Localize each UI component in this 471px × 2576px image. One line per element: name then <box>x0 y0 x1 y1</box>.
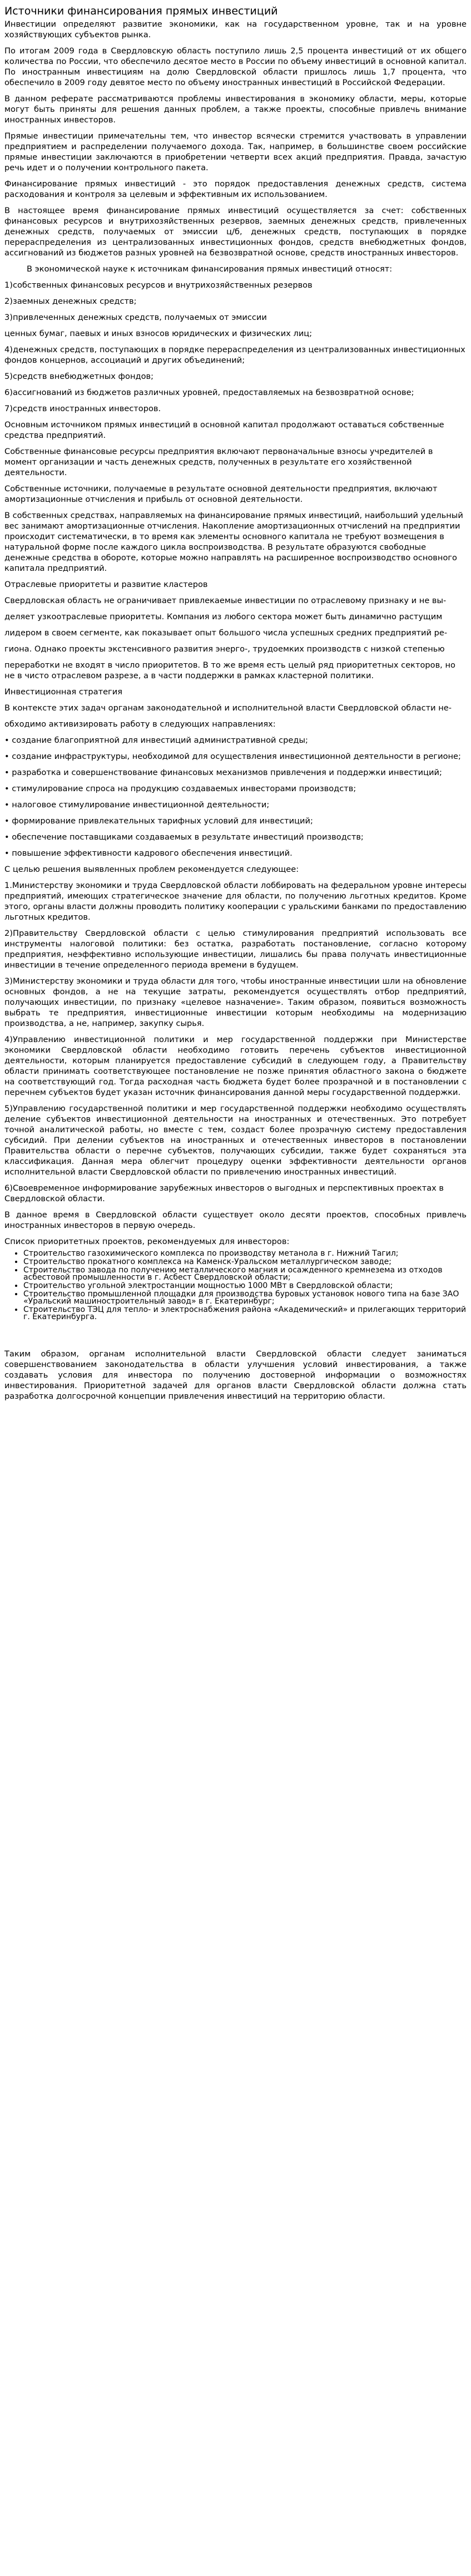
paragraph: Инвестиции определяют развитие экономики, как на государственном уровне, так и на уровне хозяйствующих субъектов рынка. <box>4 19 467 40</box>
paragraph: По итогам 2009 года в Свердловскую область поступило лишь 2,5 процента инвестиций от их общего количества по России, что обеспечило десятое место в России по объему инвестиций в основной капитал. По иностранным инвестициям на долю Свердловской области пришлось лишь 1,7 процента, что обеспечило в 2009 году девятое место по объему иностранных инвестиций в Российской Федерации. <box>4 46 467 87</box>
recommendation-item: 3)Министерству экономики и труда области для того, чтобы иностранные инвестиции шли на обновление основных фондов, а не на текущие затраты, рекомендуется осуществлять отбор предприятий, получающих инвестиции, по признаку «целевое назначение». Таким образом, появиться возможность выбрать те предприятия, инвестиционные инвестиции которым необходимы на модернизацию производства, а не, например, закупку сырья. <box>4 976 467 1028</box>
list-item: 3)привлеченных денежных средств, получаемых от эмиссии <box>4 313 267 322</box>
list-item: • Строительство промышленной площадки для производства буровых установок нового типа на базе ЗАО «Уральский машиностроительный завод» в г. Екатеринбург; <box>23 1291 467 1305</box>
paragraph: лидером в своем сегменте, как показывает опыт большого числа успешных средних предприятий ре- <box>4 628 448 638</box>
bullet-item: • повышение эффективности кадрового обеспечения инвестиций. <box>4 848 292 858</box>
bullet-item: • обеспечение поставщиками создаваемых в результате инвестиций производств; <box>4 832 364 842</box>
bullet-item: • стимулирование спроса на продукцию создаваемых инвесторами производств; <box>4 784 356 793</box>
spacer <box>4 1326 467 1349</box>
paragraph: Финансирование прямых инвестиций - это порядок предоставления денежных средств, система расходования и контроля за целевым и эффективным их использованием. <box>4 179 467 199</box>
paragraph: В настоящее время финансирование прямых инвестиций осуществляется за счет: собственных финансовых ресурсов и внутрихозяйственных резервов, заемных денежных средств, привлеченных денежных средств, получаемых от эмиссии ц/б, денежных средств, поступающих в порядке перераспределения из централизованных инвестиционных фондов, средств внебюджетных фондов, ассигнований из бюджетов разных уровней на безвозвратной основе, средств иностранных инвесторов. <box>4 206 467 258</box>
list-item: ценных бумаг, паевых и иных взносов юридических и физических лиц; <box>4 329 313 338</box>
section-heading: Отраслевые приоритеты и развитие кластеров <box>4 580 208 589</box>
conclusion-paragraph: Таким образом, органам исполнительной власти Свердловской области следует заниматься совершенствованием законодательства в области улучшения условий инвестирования, а также создавать условия для инвестора по получению достоверной информации о возможностях инвестирования. Приоритетной задачей для органов власти Свердловской области должна стать разработка долгосрочной концепции привлечения инвестиций на территорию области. <box>4 1349 467 1401</box>
paragraph: С целью решения выявленных проблем рекомендуется следующее: <box>4 865 299 874</box>
bullet-item: • формирование привлекательных тарифных условий для инвестиций; <box>4 816 313 826</box>
paragraph: В собственных средствах, направляемых на финансирование прямых инвестиций, наибольший удельный вес занимают амортизационные отчисления. Накопление амортизационных отчислений на предприятии происходит систематически, в то время как элементы основного капитала не требуют возмещения в натуральной форме после каждого цикла воспроизводства. В результате образуются свободные денежные средства в обороте, которые можно направлять на расширенное воспроизводство основного капитала предприятий. <box>4 511 463 573</box>
list-item: • Строительство угольной электростанции мощностью 1000 МВт в Свердловской области; <box>23 1282 467 1290</box>
paragraph: В данном реферате рассматриваются проблемы инвестирования в экономику области, меры, которые могут быть приняты для решения данных проблем, а также проекты, способные привлечь внимание иностранных инвесторов. <box>4 94 467 125</box>
list-item: 4)денежных средств, поступающих в порядке перераспределения из централизованных инвестиционных фондов концернов, ассоциаций и других объединений; <box>4 345 465 365</box>
recommendation-item: 6)Своевременное информирование зарубежных инвесторов о выгодных и перспективных проектах в Свердловской области. <box>4 1183 444 1203</box>
bullet-item: • создание благоприятной для инвестиций административной среды; <box>4 736 308 745</box>
bullet-item: • создание инфраструктуры, необходимой для осуществления инвестиционной деятельности в регионе; <box>4 752 461 761</box>
recommendation-item: 2)Правительству Свердловской области с целью стимулирования предприятий использовать все инструменты налоговой политики: без остатка, разработать постановление, согласно которому предприятия, неэффективно использующие инвестиции, лишались бы права получать инвестиционные инвестиции в течение определенного периода времени в будущем. <box>4 929 467 970</box>
list-item: 6)ассигнований из бюджетов различных уровней, предоставляемых на безвозвратной основе; <box>4 388 414 397</box>
list-item: 5)средств внебюджетных фондов; <box>4 372 154 381</box>
list-item: • Строительство завода по получению металлического магния и осажденного кремнезема из отходов асбестовой промышленности в г. Асбест Свердловской области; <box>23 1267 467 1281</box>
list-item: • Строительство ТЭЦ для тепло- и электроснабжения района «Академический» и прилегающих территорий г. Екатеринбурга. <box>23 1306 467 1321</box>
list-item: 2)заемных денежных средств; <box>4 297 137 306</box>
paragraph: Прямые инвестиции примечательны тем, что инвестор всячески стремится участвовать в управлении предприятием и распределении получаемого дохода. Так, например, в большинстве своем российские прямые инвестиции заключаются в приобретении четверти всех акций предприятия. Правда, зачастую речь идет и о получении контрольного пакета. <box>4 131 467 172</box>
recommendation-item: 4)Управлению инвестиционной политики и мер государственной поддержки при Министерстве экономики Свердловской области необходимо готовить перечень субъектов инвестиционной деятельности, которым планируется предоставление субсидий в следующем году, а Правительству области принимать соответствующее постановление не позже принятия областного закона о бюджете на соответствующий год. Тогда расходная часть бюджета будет более прозрачной и в постановлении с перечнем субъектов будет указан источник финансирования данной меры государственной поддержки. <box>4 1035 467 1097</box>
recommendation-item: 1.Министерству экономики и труда Свердловской области лоббировать на федеральном уровне интересы предприятий, имеющих стратегическое значение для области, по получению льготных кредитов. Кроме этого, органы власти должны проводить политику кооперации с уральскими банками по предоставлению льготных кредитов. <box>4 881 467 922</box>
paragraph: обходимо активизировать работу в следующих направлениях: <box>4 719 276 729</box>
paragraph: В данное время в Свердловской области существует около десяти проектов, способных привлечь иностранных инвесторов в первую очередь. <box>4 1210 467 1230</box>
paragraph: Свердловская область не ограничивает привлекаемые инвестиции по отраслевому признаку и не вы- <box>4 596 447 605</box>
paragraph: Основным источником прямых инвестиций в основной капитал продолжают оставаться собственные средства предприятий. <box>4 420 444 440</box>
paragraph: Собственные финансовые ресурсы предприятия включают первоначальные взносы учредителей в момент организации и часть денежных средств, полученных в результате его хозяйственной деятельности. <box>4 447 433 477</box>
list-item: • Строительство прокатного комплекса на Каменск-Уральском металлургическом заводе; <box>23 1259 467 1266</box>
paragraph: гиона. Однако проекты экстенсивного развития энерго-, трудоемких производств с низкой степенью <box>4 644 445 654</box>
page-title: Источники финансирования прямых инвестиций <box>4 5 278 17</box>
section-heading: Инвестиционная стратегия <box>4 687 122 697</box>
paragraph: В экономической науке к источникам финансирования прямых инвестиций относят: <box>27 264 393 274</box>
list-item: • Строительство газохимического комплекса по производству метанола в г. Нижний Тагил; <box>23 1250 467 1257</box>
paragraph: В контексте этих задач органам законодательной и исполнительной власти Свердловской области не- <box>4 703 452 713</box>
bullet-item: • разработка и совершенствование финансовых механизмов привлечения и поддержки инвестиций; <box>4 768 442 777</box>
recommendation-item: 5)Управлению государственной политики и мер государственной поддержки необходимо осуществлять деление субъектов инвестиционной деятельности на иностранных и отечественных. Это потребует точной аналитической работы, но вместе с тем, создаст более прозрачную систему предоставления субсидий. При делении субъектов на иностранных и отечественных инвесторов в постановлении Правительства области о перечне субъектов, получающих субсидии, также будет сохраняться эта классификация. Данная мера облегчит процедуру оценки эффективности деятельности органов исполнительной власти Свердловской области по привлечению иностранных инвестиций. <box>4 1104 467 1177</box>
list-item: 7)средств иностранных инвесторов. <box>4 404 161 413</box>
paragraph: переработки не входят в число приоритетов. В то же время есть целый ряд приоритетных секторов, но не в чисто отраслевом разрезе, а в части поддержки в рамках кластерной политики. <box>4 660 455 680</box>
bullet-item: • налоговое стимулирование инвестиционной деятельности; <box>4 800 270 810</box>
paragraph: Список приоритетных проектов, рекомендуемых для инвесторов: <box>4 1237 290 1246</box>
paragraph: деляет узкоотраслевые приоритеты. Компания из любого сектора может быть динамично растущим <box>4 612 443 621</box>
paragraph: Собственные источники, получаемые в результате основной деятельности предприятия, включают амортизационные отчисления и прибыль от основной деятельности. <box>4 484 438 504</box>
list-item: 1)собственных финансовых ресурсов и внутрихозяйственных резервов <box>4 280 313 290</box>
project-list <box>4 1250 467 1321</box>
